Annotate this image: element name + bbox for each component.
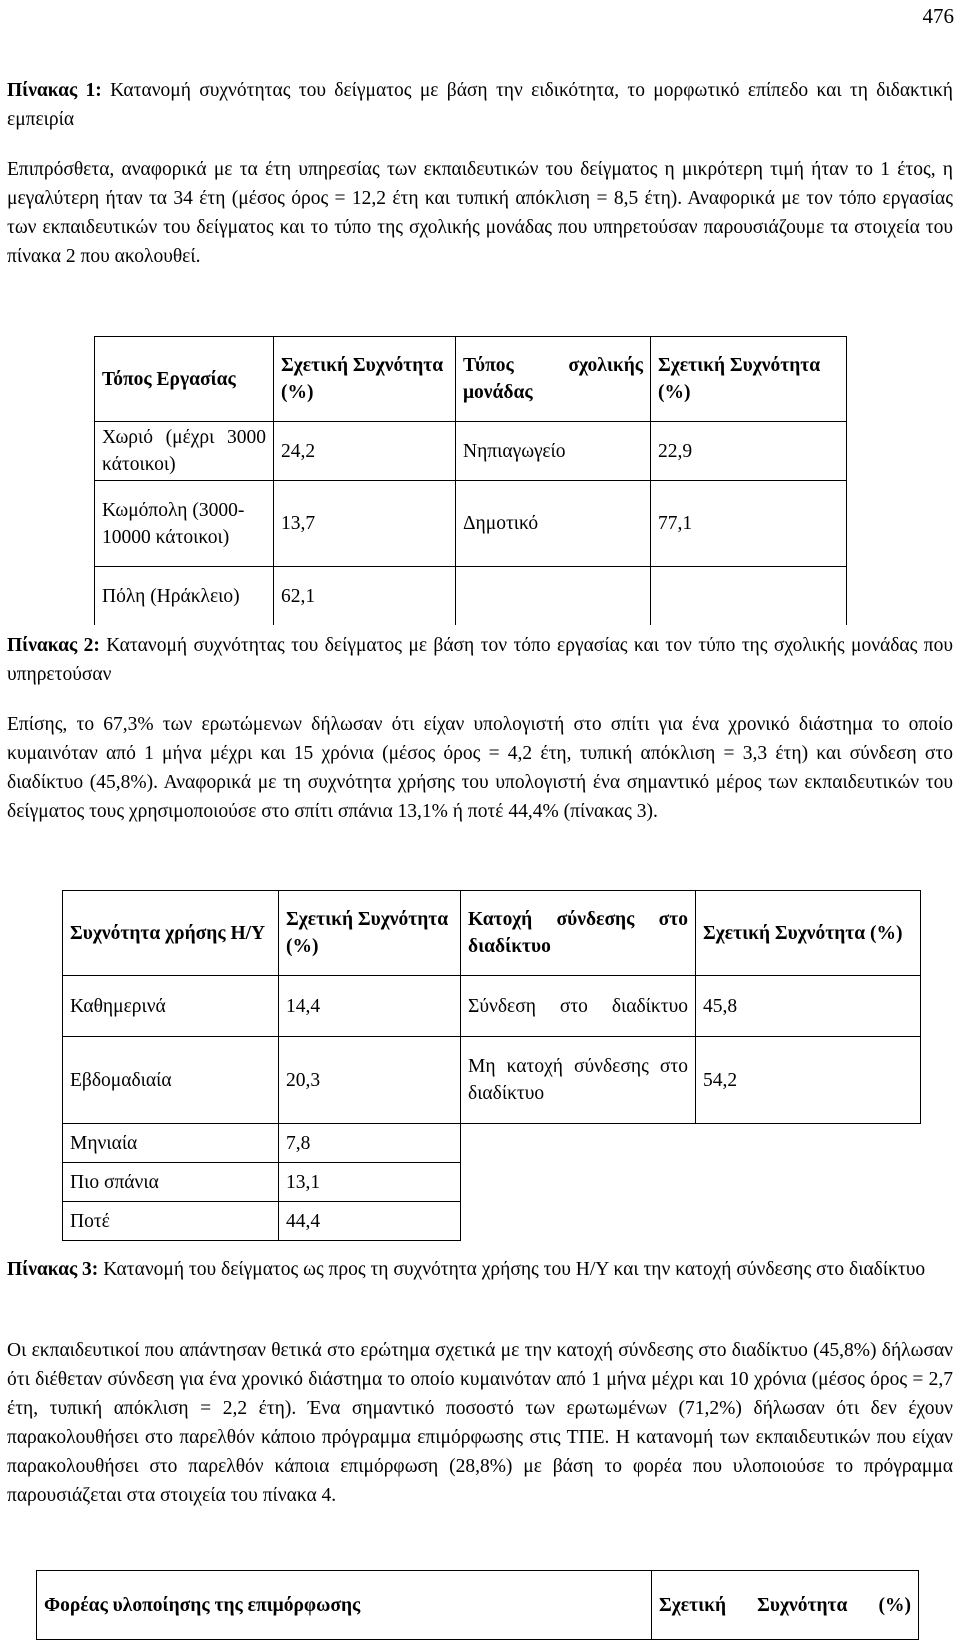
table-header-cell: Τύπος σχολικής μονάδας — [456, 337, 651, 422]
table-cell: Κωμόπολη (3000-10000 κάτοικοι) — [95, 481, 274, 567]
table-header-cell: Σχετική Συχνότητα (%) — [696, 891, 921, 976]
caption-text: Κατανομή συχνότητας του δείγματος με βάση την ειδικότητα, το μορφωτικό επίπεδο και τη διδακτική εμπειρία — [7, 80, 953, 130]
table-cell: Εβδομαδιαία — [63, 1037, 279, 1124]
paragraph-text: Επίσης, το 67,3% των ερωτώμενων δήλωσαν ότι είχαν υπολογιστή στο σπίτι για ένα χρονικό διάστημα το οποίο κυμαινόταν από 1 μήνα μέχρι και 15 χρόνια (μέσος όρος = 4,2 έτη, τυπική απόκλιση = 3,3 έτη) και σύνδεση στο διαδίκτυο (45,8%). Αναφορικά με τη συχνότητα χρήσης του υπολογιστή ένα σημαντικό μέρος των εκπαιδευτικών του δείγματος τους χρησιμοποιούσε στο σπίτι σπάνια 13,1% ή ποτέ 44,4% (πίνακας 3). — [7, 714, 953, 822]
table-header-cell: Φορέας υλοποίησης της επιμόρφωσης — [37, 1571, 652, 1640]
table-header-cell: Σχετική Συχνότητα (%) — [279, 891, 461, 976]
table-cell: Σύνδεση στο διαδίκτυο — [461, 976, 696, 1037]
table-cell: Χωριό (μέχρι 3000 κάτοικοι) — [95, 422, 274, 481]
table-cell: Μηνιαία — [63, 1124, 279, 1163]
table-cell — [651, 567, 847, 626]
table-cell: 20,3 — [279, 1037, 461, 1124]
table-cell: Νηπιαγωγείο — [456, 422, 651, 481]
table-header-row — [63, 891, 921, 976]
caption-text: Κατανομή συχνότητας του δείγματος με βάση τον τόπο εργασίας και τον τύπο της σχολικής μονάδας που υπηρετούσαν — [7, 635, 954, 685]
table-header-cell: Κατοχή σύνδεσης στο διαδίκτυο — [461, 891, 696, 976]
table-header-cell: Σχετική Συχνότητα (%) — [652, 1571, 919, 1640]
table-cell: Πόλη (Ηράκλειο) — [95, 567, 274, 626]
table-row — [95, 422, 847, 481]
table-cell: 22,9 — [651, 422, 847, 481]
caption-text: Κατανομή του δείγματος ως προς τη συχνότητα χρήσης του Η/Υ και την κατοχή σύνδεσης στο διαδίκτυο — [98, 1259, 926, 1280]
paragraph-text: Οι εκπαιδευτικοί που απάντησαν θετικά στο ερώτημα σχετικά με την κατοχή σύνδεσης στο διαδίκτυο (45,8%) δήλωσαν ότι διέθεταν σύνδεση για ένα χρονικό διάστημα το οποίο κυμαινόταν από 1 μήνα μέχρι και 10 χρόνια (μέσος όρος = 2,7 έτη, τυπική απόκλιση = 2,2 έτη). Ένα σημαντικό ποσοστό των ερωτωμένων (71,2%) δήλωσαν ότι δεν έχουν παρακολουθήσει στο παρελθόν κάποιο πρόγραμμα επιμόρφωσης στις ΤΠΕ. Η κατανομή των εκπαιδευτικών που είχαν παρακολουθήσει στο παρελθόν κάποια επιμόρφωση (28,8%) με βάση το φορέα που υλοποιούσε το πρόγραμμα παρουσιάζεται στα στοιχεία του πίνακα 4. — [7, 1340, 953, 1506]
table-row — [95, 567, 847, 626]
table-cell: Ποτέ — [63, 1202, 279, 1241]
caption-label: Πίνακας 1: — [7, 80, 102, 101]
paragraph-3 — [7, 1336, 953, 1510]
table-header-cell: Συχνότητα χρήσης Η/Υ — [63, 891, 279, 976]
table2-caption — [7, 631, 953, 689]
table-cell: 13,1 — [279, 1163, 461, 1202]
caption-label: Πίνακας 3: — [7, 1259, 99, 1280]
table-header-cell: Τόπος Εργασίας — [95, 337, 274, 422]
table-cell: 14,4 — [279, 976, 461, 1037]
table-cell: 13,7 — [274, 481, 456, 567]
table-cell: 24,2 — [274, 422, 456, 481]
table-4 — [36, 1570, 919, 1640]
table-cell: Δημοτικό — [456, 481, 651, 567]
table-row — [63, 1037, 921, 1124]
table3-caption — [7, 1255, 953, 1284]
table-cell: Πιο σπάνια — [63, 1163, 279, 1202]
paragraph-1 — [7, 155, 953, 271]
table-cell: Καθημερινά — [63, 976, 279, 1037]
table-row — [63, 1124, 921, 1163]
table-header-cell: Σχετική Συχνότητα (%) — [651, 337, 847, 422]
table-header-row — [95, 337, 847, 422]
table1-caption — [7, 76, 953, 134]
table-cell: 45,8 — [696, 976, 921, 1037]
table-3 — [62, 890, 921, 1241]
caption-label: Πίνακας 2: — [7, 635, 100, 656]
table-header-cell: Σχετική Συχνότητα (%) — [274, 337, 456, 422]
table-row — [95, 481, 847, 567]
empty-area — [461, 1124, 921, 1241]
table-cell: 62,1 — [274, 567, 456, 626]
table-2 — [94, 336, 847, 625]
table-cell: 44,4 — [279, 1202, 461, 1241]
table-cell: 54,2 — [696, 1037, 921, 1124]
table-cell: 7,8 — [279, 1124, 461, 1163]
paragraph-text: Επιπρόσθετα, αναφορικά με τα έτη υπηρεσίας των εκπαιδευτικών του δείγματος η μικρότερη τιμή ήταν το 1 έτος, η μεγαλύτερη ήταν τα 34 έτη (μέσος όρος = 12,2 έτη και τυπική απόκλιση = 8,5 έτη). Αναφορικά με τον τόπο εργασίας των εκπαιδευτικών του δείγματος και το τύπο της σχολικής μονάδας που υπηρετούσαν παρουσιάζουμε τα στοιχεία του πίνακα 2 που ακολουθεί. — [7, 159, 953, 267]
table-cell: Μη κατοχή σύνδεσης στο διαδίκτυο — [461, 1037, 696, 1124]
table-cell: 77,1 — [651, 481, 847, 567]
table-row — [63, 976, 921, 1037]
table-cell — [456, 567, 651, 626]
paragraph-2 — [7, 710, 953, 826]
page-number: 476 — [922, 4, 954, 28]
table-header-row — [37, 1571, 919, 1640]
